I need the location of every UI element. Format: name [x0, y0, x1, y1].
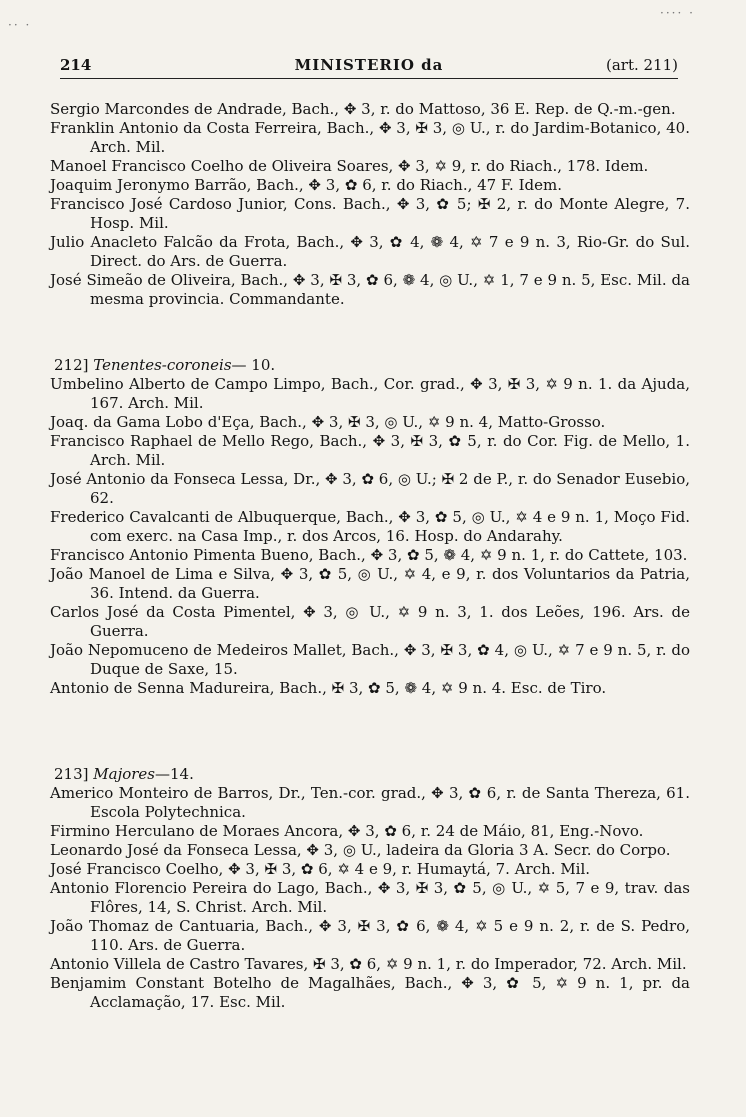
- article-reference: (art. 211): [605, 56, 678, 74]
- list-item: Antonio de Senna Madureira, Bach., ✠ 3, ✿ 5, ❁ 4, ✡ 9 n. 4. Esc. de Tiro.: [50, 679, 607, 697]
- section-213: [50, 765, 690, 1012]
- list-item: Sergio Marcondes de Andrade, Bach., ✥ 3, r. do Mattoso, 36 E. Rep. de Q.-m.-gen.: [50, 100, 676, 118]
- list-item: Frederico Cavalcanti de Albuquerque, Bach., ✥ 3, ✿ 5, ◎ U., ✡ 4 e 9 n. 1, Moço Fid. com exerc. na Casa Imp., r. dos Arcos, 16. Hosp. do Andarahy.: [50, 508, 690, 545]
- section-heading: [54, 356, 690, 375]
- page-number: 214: [60, 56, 92, 74]
- print-speckle-top-right: ···· ·: [660, 6, 695, 20]
- header-rule: [60, 78, 678, 79]
- entry-group-continued: [50, 100, 690, 309]
- list-item: Julio Anacleto Falcão da Frota, Bach., ✥ 3, ✿ 4, ❁ 4, ✡ 7 e 9 n. 3, Rio-Gr. do Sul. Direct. do Ars. de Guerra.: [50, 233, 690, 270]
- section-title: Majores: [93, 765, 155, 783]
- section-number: 212]: [54, 356, 89, 374]
- list-item: Francisco Raphael de Mello Rego, Bach., ✥ 3, ✠ 3, ✿ 5, r. do Cor. Fig. de Mello, 1. Arch. Mil.: [50, 432, 690, 469]
- list-item: José Antonio da Fonseca Lessa, Dr., ✥ 3, ✿ 6, ◎ U.; ✠ 2 de P., r. do Senador Eusebio, 62.: [50, 470, 691, 507]
- list-item: Franklin Antonio da Costa Ferreira, Bach., ✥ 3, ✠ 3, ◎ U., r. do Jardim-Botanico, 40. Arch. Mil.: [50, 119, 690, 156]
- list-item: Joaquim Jeronymo Barrão, Bach., ✥ 3, ✿ 6, r. do Riach., 47 F. Idem.: [50, 176, 562, 194]
- list-item: Carlos José da Costa Pimentel, ✥ 3, ◎ U., ✡ 9 n. 3, 1. dos Leões, 196. Ars. de Guerra.: [50, 603, 690, 640]
- list-item: João Nepomuceno de Medeiros Mallet, Bach., ✥ 3, ✠ 3, ✿ 4, ◎ U., ✡ 7 e 9 n. 5, r. do Duque de Saxe, 15.: [50, 641, 690, 678]
- list-item: José Francisco Coelho, ✥ 3, ✠ 3, ✿ 6, ✡ 4 e 9, r. Humaytá, 7. Arch. Mil.: [50, 860, 591, 878]
- page-header: [60, 54, 678, 78]
- list-item: João Manoel de Lima e Silva, ✥ 3, ✿ 5, ◎ U., ✡ 4, e 9, r. dos Voluntarios da Patria, 36. Intend. da Guerra.: [50, 565, 690, 602]
- page-title: MINISTERIO da: [294, 56, 444, 74]
- section-title: Tenentes-coroneis: [93, 356, 232, 374]
- section-212: [50, 356, 690, 698]
- list-item: Joaq. da Gama Lobo d'Eça, Bach., ✥ 3, ✠ 3, ◎ U., ✡ 9 n. 4, Matto-Grosso.: [50, 413, 606, 431]
- section-count: — 10.: [231, 356, 276, 374]
- list-item: José Simeão de Oliveira, Bach., ✥ 3, ✠ 3, ✿ 6, ❁ 4, ◎ U., ✡ 1, 7 e 9 n. 5, Esc. Mil. da mesma provincia. Commandante.: [50, 271, 690, 308]
- list-item: Francisco Antonio Pimenta Bueno, Bach., ✥ 3, ✿ 5, ❁ 4, ✡ 9 n. 1, r. do Cattete, 103.: [50, 546, 688, 564]
- list-item: Leonardo José da Fonseca Lessa, ✥ 3, ◎ U., ladeira da Gloria 3 A. Secr. do Corpo.: [50, 841, 671, 859]
- section-count: —14.: [155, 765, 194, 783]
- print-speckle-top-left: ·· ·: [8, 18, 32, 32]
- list-item: Francisco José Cardoso Junior, Cons. Bach., ✥ 3, ✿ 5; ✠ 2, r. do Monte Alegre, 7. Hosp. Mil.: [50, 195, 690, 232]
- list-item: Manoel Francisco Coelho de Oliveira Soares, ✥ 3, ✡ 9, r. do Riach., 178. Idem.: [50, 157, 649, 175]
- list-item: Umbelino Alberto de Campo Limpo, Bach., Cor. grad., ✥ 3, ✠ 3, ✡ 9 n. 1. da Ajuda, 167. Arch. Mil.: [50, 375, 690, 412]
- list-item: Benjamim Constant Botelho de Magalhães, Bach., ✥ 3, ✿ 5, ✡ 9 n. 1, pr. da Acclamação, 17. Esc. Mil.: [50, 974, 690, 1011]
- list-item: Antonio Florencio Pereira do Lago, Bach., ✥ 3, ✠ 3, ✿ 5, ◎ U., ✡ 5, 7 e 9, trav. das Flôres, 14, S. Christ. Arch. Mil.: [50, 879, 690, 916]
- list-item: Firmino Herculano de Moraes Ancora, ✥ 3, ✿ 6, r. 24 de Máio, 81, Eng.-Novo.: [50, 822, 644, 840]
- section-heading: [54, 765, 690, 784]
- list-item: João Thomaz de Cantuaria, Bach., ✥ 3, ✠ 3, ✿ 6, ❁ 4, ✡ 5 e 9 n. 2, r. de S. Pedro, 110. Ars. de Guerra.: [50, 917, 690, 954]
- list-item: Americo Monteiro de Barros, Dr., Ten.-cor. grad., ✥ 3, ✿ 6, r. de Santa Thereza, 61. Escola Polytechnica.: [50, 784, 690, 821]
- list-item: Antonio Villela de Castro Tavares, ✠ 3, ✿ 6, ✡ 9 n. 1, r. do Imperador, 72. Arch. Mil.: [50, 955, 687, 973]
- section-number: 213]: [54, 765, 89, 783]
